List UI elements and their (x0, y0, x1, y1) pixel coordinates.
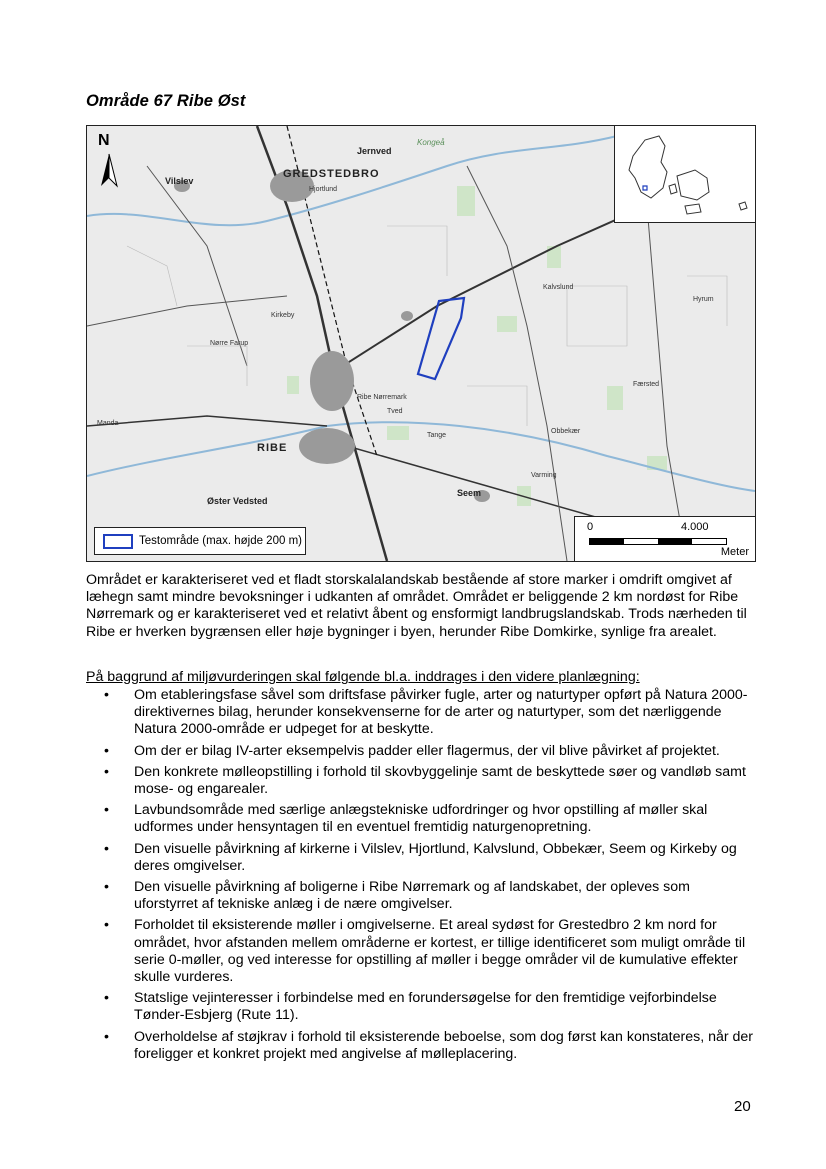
page-heading: Område 67 Ribe Øst (86, 92, 246, 110)
north-label: N (98, 132, 110, 149)
list-item: • Lavbundsområde med særlige anlægstekniske udfordringer og hvor opstilling af møller skal udformes under hensyntagen til en eventuel fremtidig naturgenopretning. (86, 802, 756, 836)
list-item: • Overholdelse af støjkrav i forhold til eksisterende beboelse, som dog først kan konstateres, når der foreligger et konkret projekt med angivelse af mølleplacering. (86, 1029, 756, 1063)
map-label-tved: Tved (387, 408, 403, 415)
map-label-mando: Manda (97, 420, 119, 427)
list-item: • Statslige vejinteresser i forbindelse med en forundersøgelse for den fremtidige vejforbindelse Tønder-Esbjerg (Rute 11). (86, 990, 756, 1024)
list-item: • Om etableringsfase såvel som driftsfase påvirker fugle, arter og naturtyper opført på Natura 2000-direktivernes bilag, herunder konsekvenserne for de arter og naturtyper, som det nærliggende Natura 2000-område er udpeget for at beskytte. (86, 687, 756, 739)
page-number: 20 (734, 1098, 751, 1115)
map-legend (94, 527, 306, 555)
map-label-jernved: Jernved (357, 146, 392, 156)
map-label-ribe: RIBE (257, 442, 288, 454)
map-label-tange: Tange (427, 432, 447, 439)
scale-max-label: 4.000 (681, 521, 709, 533)
map-label-hyrum: Hyrum (693, 296, 714, 303)
bullet-list (86, 687, 756, 1067)
map-label-oster-vedsted: Øster Vedsted (207, 496, 268, 506)
map-label-kongea: Kongeå (417, 138, 445, 147)
legend-label: Testområde (max. højde 200 m) (139, 535, 302, 547)
map-label-fersted: Færsted (633, 381, 660, 388)
map-label-gredstedbro: GREDSTEDBRO (283, 168, 380, 180)
map-label-varming: Varming (531, 472, 557, 479)
map-label-kalvslund: Kalvslund (543, 284, 574, 291)
list-item: • Den visuelle påvirkning af boligerne i Ribe Nørremark og af landskabet, der opleves som uforstyrret af tekniske anlæg i de nære omgivelser. (86, 879, 756, 913)
scale-bar-graphic (589, 538, 727, 545)
scale-unit-label: Meter (720, 546, 749, 558)
subheading: På baggrund af miljøvurderingen skal følgende bl.a. inddrages i den videre planlægning: (86, 669, 640, 685)
map-label-hjortlund: Hjortlund (309, 186, 338, 193)
denmark-inset-map (614, 126, 755, 223)
intro-paragraph: Området er karakteriseret ved et fladt storskalalandskab bestående af store marker i omdrift omgivet af læhegn samt mindre bevoksninger i udkanten af området. Området er beliggende 2 km nordøst for Ribe Nørremark og er karakteriseret ved et relativt åbent og ensformigt landbrugslandskab. Trods nærheden til Ribe er hverken bygrænsen eller høje bygninger i byen, herunder Ribe Domkirke, synlige fra arealet. (86, 572, 747, 640)
list-item: • Om der er bilag IV-arter eksempelvis padder eller flagermus, der vil blive påvirket af projektet. (86, 743, 756, 760)
map-label-ribe-norremark: Ribe Nørremark (357, 394, 407, 401)
scale-zero-label: 0 (587, 521, 594, 533)
map-label-seem: Seem (457, 488, 482, 498)
map-label-obbekaer: Obbekær (551, 428, 581, 435)
denmark-outline-icon (615, 126, 755, 222)
area-map (86, 125, 756, 562)
list-item: • Den konkrete mølleopstilling i forhold til skovbyggelinje samt de beskyttede søer og vandløb samt mose- og engarealer. (86, 764, 756, 798)
list-item: • Den visuelle påvirkning af kirkerne i Vilslev, Hjortlund, Kalvslund, Obbekær, Seem og Kirkeby og deres omgivelser. (86, 841, 756, 875)
test-area-swatch (103, 534, 133, 549)
map-label-kirkeby: Kirkeby (271, 312, 295, 319)
list-item: • Forholdet til eksisterende møller i omgivelserne. Et areal sydøst for Grestedbro 2 km nord for området, hvor afstanden mellem områderne er kortest, er tillige identificeret som muligt område til serie 0-møller, og ved interesse for opstilling af møller i begge områder vil de kumulative effekter skulle vurderes. (86, 917, 756, 986)
map-label-vilslev: Vilslev (165, 176, 194, 186)
map-label-farup: Nørre Farup (210, 340, 249, 347)
scale-bar (574, 516, 755, 561)
